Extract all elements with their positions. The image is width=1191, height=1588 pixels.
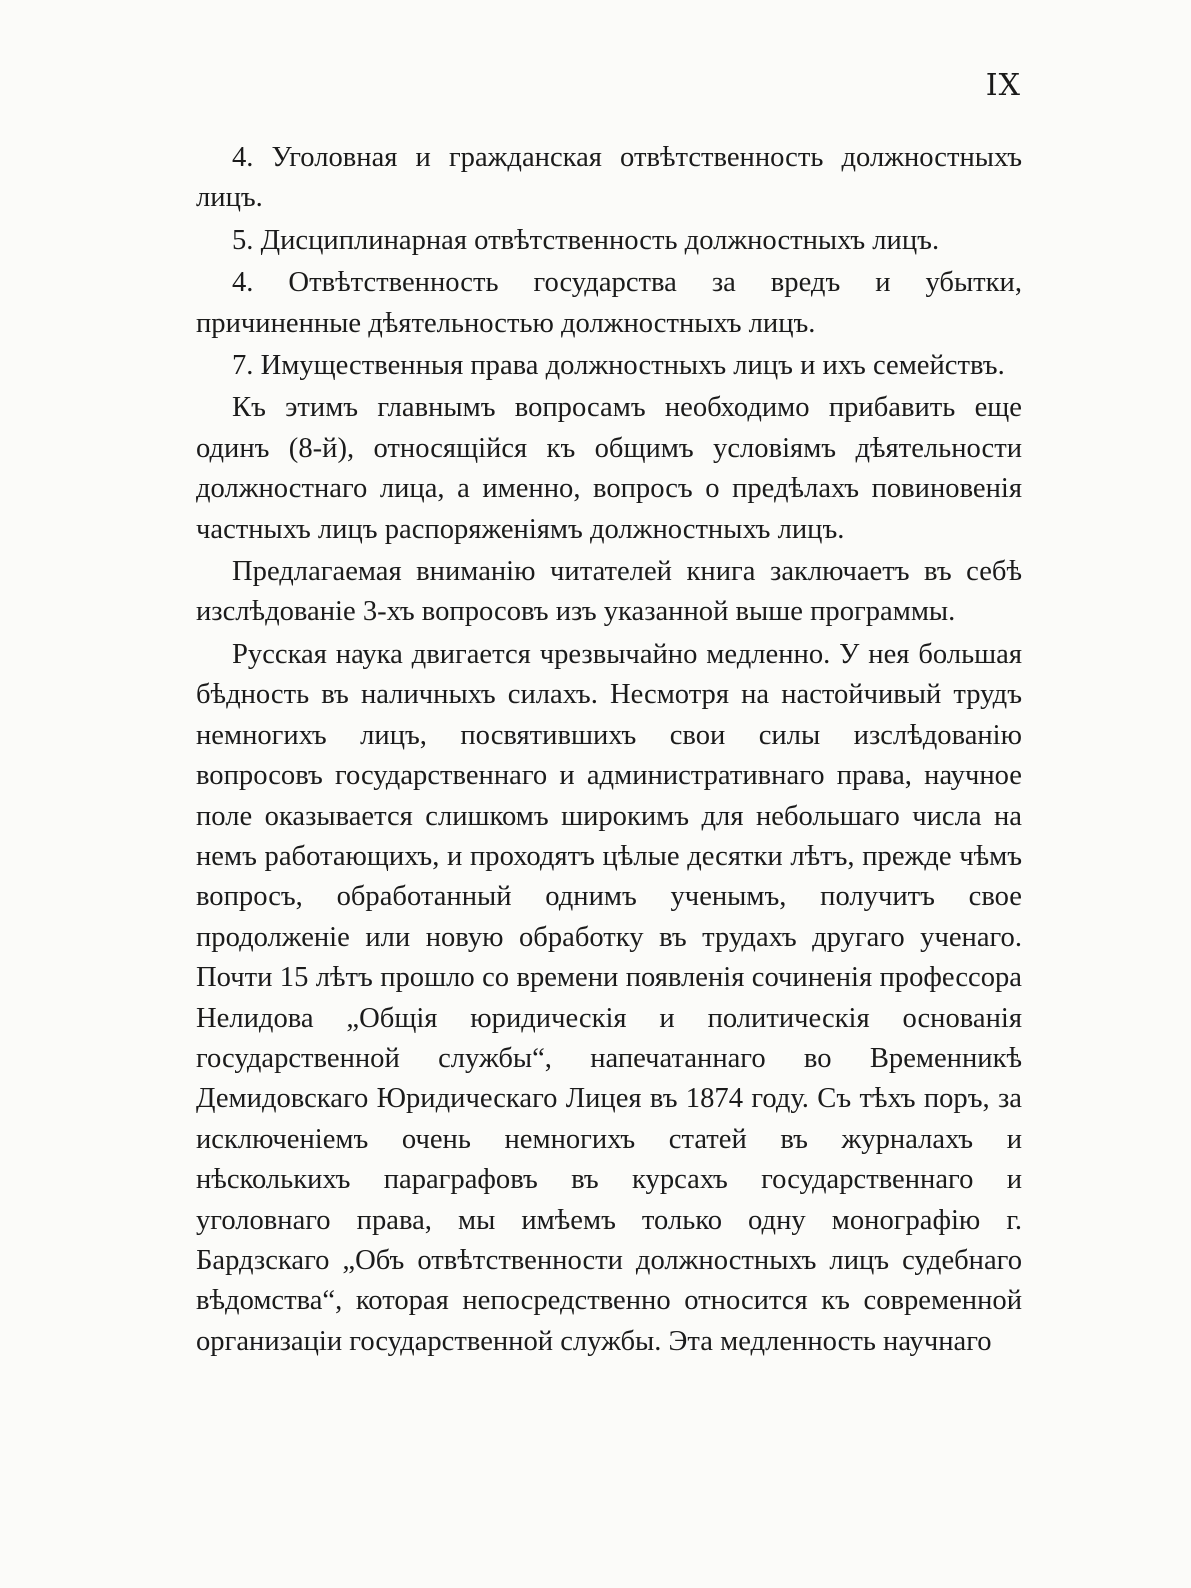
page-number: IX xyxy=(985,68,1021,103)
paragraph-item-7: 7. Имущественныя права должностныхъ лицъ и ихъ семействъ. xyxy=(232,350,1005,382)
paragraph-item-6: 4. Отвѣтственность государства за вредъ и убытки, причиненные дѣятельностью должностныхъ лицъ. xyxy=(196,267,1022,339)
paragraph-book-scope: Предлагаемая вниманію читателей книга заключаетъ въ себѣ изслѣдованіе 3-хъ вопросовъ изъ указанной выше программы. xyxy=(196,556,1022,628)
body-text xyxy=(196,138,1022,1362)
paragraph-additional-question: Къ этимъ главнымъ вопросамъ необходимо прибавить еще одинъ (8-й), относящійся къ общимъ условіямъ дѣятельности должностнаго лица, а именно, вопросъ о предѣлахъ повиновенія частныхъ лицъ распоряженіямъ должностныхъ лицъ. xyxy=(196,392,1022,545)
paragraph-item-4: 4. Уголовная и гражданская отвѣтственность должностныхъ лицъ. xyxy=(196,142,1022,214)
paragraph-item-5: 5. Дисциплинарная отвѣтственность должностныхъ лицъ. xyxy=(232,224,940,256)
paragraph-russian-science: Русская наука двигается чрезвычайно медленно. У нея большая бѣдность въ наличныхъ силахъ. Несмотря на настойчивый трудъ немногихъ лицъ, посвятившихъ свои силы изслѣдованію вопросовъ государственнаго и административнаго права, научное поле оказывается слишкомъ широкимъ для небольшаго числа на немъ работающихъ, и проходятъ цѣлые десятки лѣтъ, прежде чѣмъ вопросъ, обработанный однимъ ученымъ, получитъ свое продолженіе или новую обработку въ трудахъ другаго ученаго. Почти 15 лѣтъ прошло со времени появленія сочиненія профессора Нелидова „Общія юридическія и политическія основанія государственной службы“, напечатаннаго во Временникѣ Демидовскаго Юридическаго Лицея въ 1874 году. Съ тѣхъ поръ, за исключеніемъ очень немногихъ статей въ журналахъ и нѣсколькихъ параграфовъ въ курсахъ государственнаго и уголовнаго права, мы имѣемъ только одну монографію г. Бардзскаго „Объ отвѣтственности должностныхъ лицъ судебнаго вѣдомства“, которая непосредственно относится къ современной организаціи государственной службы. Эта медленность научнаго xyxy=(196,638,1022,1357)
